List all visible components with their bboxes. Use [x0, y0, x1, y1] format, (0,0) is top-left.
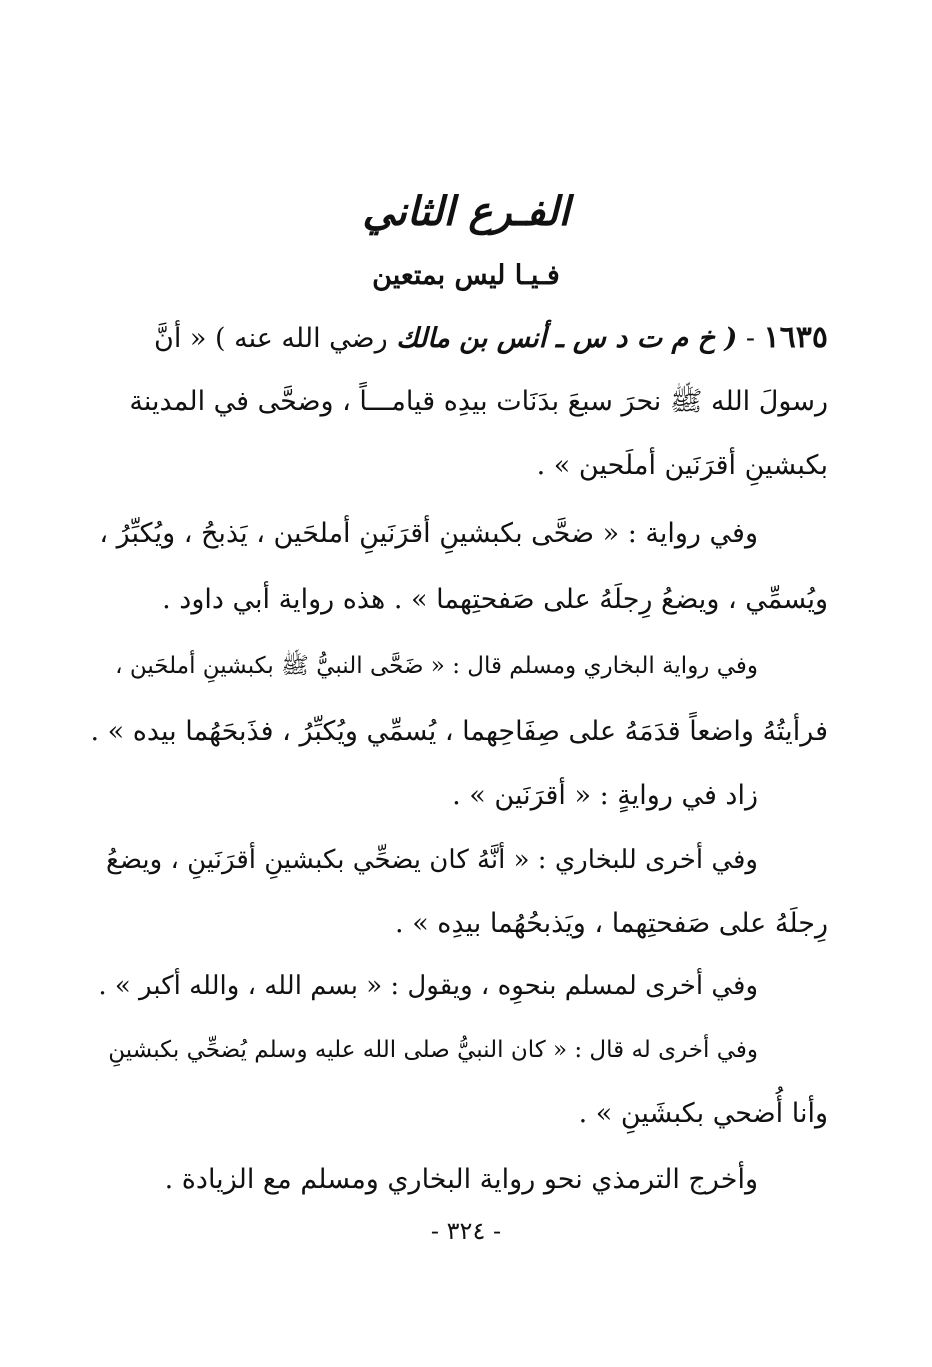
section-subheading: فـيـا ليس بمتعين — [372, 260, 560, 291]
text-line-8: وفي أخرى للبخاري : « أنَّهُ كان يضحِّي بكبشينِ أقرَنَينِ ، ويضعُ — [106, 845, 758, 875]
hadith-header-line — [88, 318, 828, 359]
text-line-1: رسولَ الله ﷺ نحرَ سبعَ بدَنَات بيدِه قيامـــاً ، وضحَّى في المدينة — [129, 386, 828, 417]
hadith-dash: - — [745, 323, 755, 354]
text-line-6: فرأيتُهُ واضعاً قدَمَهُ على صِفَاحِهما ، يُسمِّي ويُكبِّرُ ، فذَبحَهُما بيده » . — [90, 716, 828, 747]
text-line-3: وفي رواية : « ضحَّى بكبشينِ أقرَنَينِ أملحَين ، يَذبحُ ، ويُكبِّرُ ، — [99, 518, 758, 549]
text-line-5: وفي رواية البخاري ومسلم قال : « ضَحَّى النبيُّ ﷺ بكبشينِ أملحَين ، — [115, 653, 758, 679]
text-line-11: وفي أخرى له قال : « كان النبيُّ صلى الله عليه وسلم يُضحِّي بكبشينِ — [108, 1037, 758, 1063]
hadith-narrator-end: رضي الله عنه ) « أنَّ — [153, 323, 388, 354]
text-line-13: وأخرج الترمذي نحو رواية البخاري ومسلم مع الزيادة . — [164, 1164, 758, 1195]
hadith-sources: ( خ م ت د س ـ أنس بن مالك — [396, 323, 738, 354]
section-heading: الفـرع الثاني — [362, 188, 570, 235]
text-line-2: بكبشينِ أقرَنَين أملَحين » . — [536, 450, 828, 481]
hadith-number: ١٦٣٥ — [763, 320, 828, 355]
text-line-12: وأنا أُضحي بكبشَينِ » . — [578, 1098, 828, 1129]
page-number: - ٣٢٤ - — [430, 1217, 502, 1245]
text-line-7: زاد في روايةٍ : « أقرَنَين » . — [452, 780, 758, 811]
text-line-9: رِجلَهُ على صَفحتِهما ، ويَذبحُهُما بيدِه » . — [395, 908, 828, 939]
text-line-10: وفي أخرى لمسلم بنحوِه ، ويقول : « بسم الله ، والله أكبر » . — [98, 971, 758, 1001]
text-line-4: ويُسمِّي ، ويضعُ رِجلَهُ على صَفحتِهما » . هذه رواية أبي داود . — [162, 584, 828, 615]
